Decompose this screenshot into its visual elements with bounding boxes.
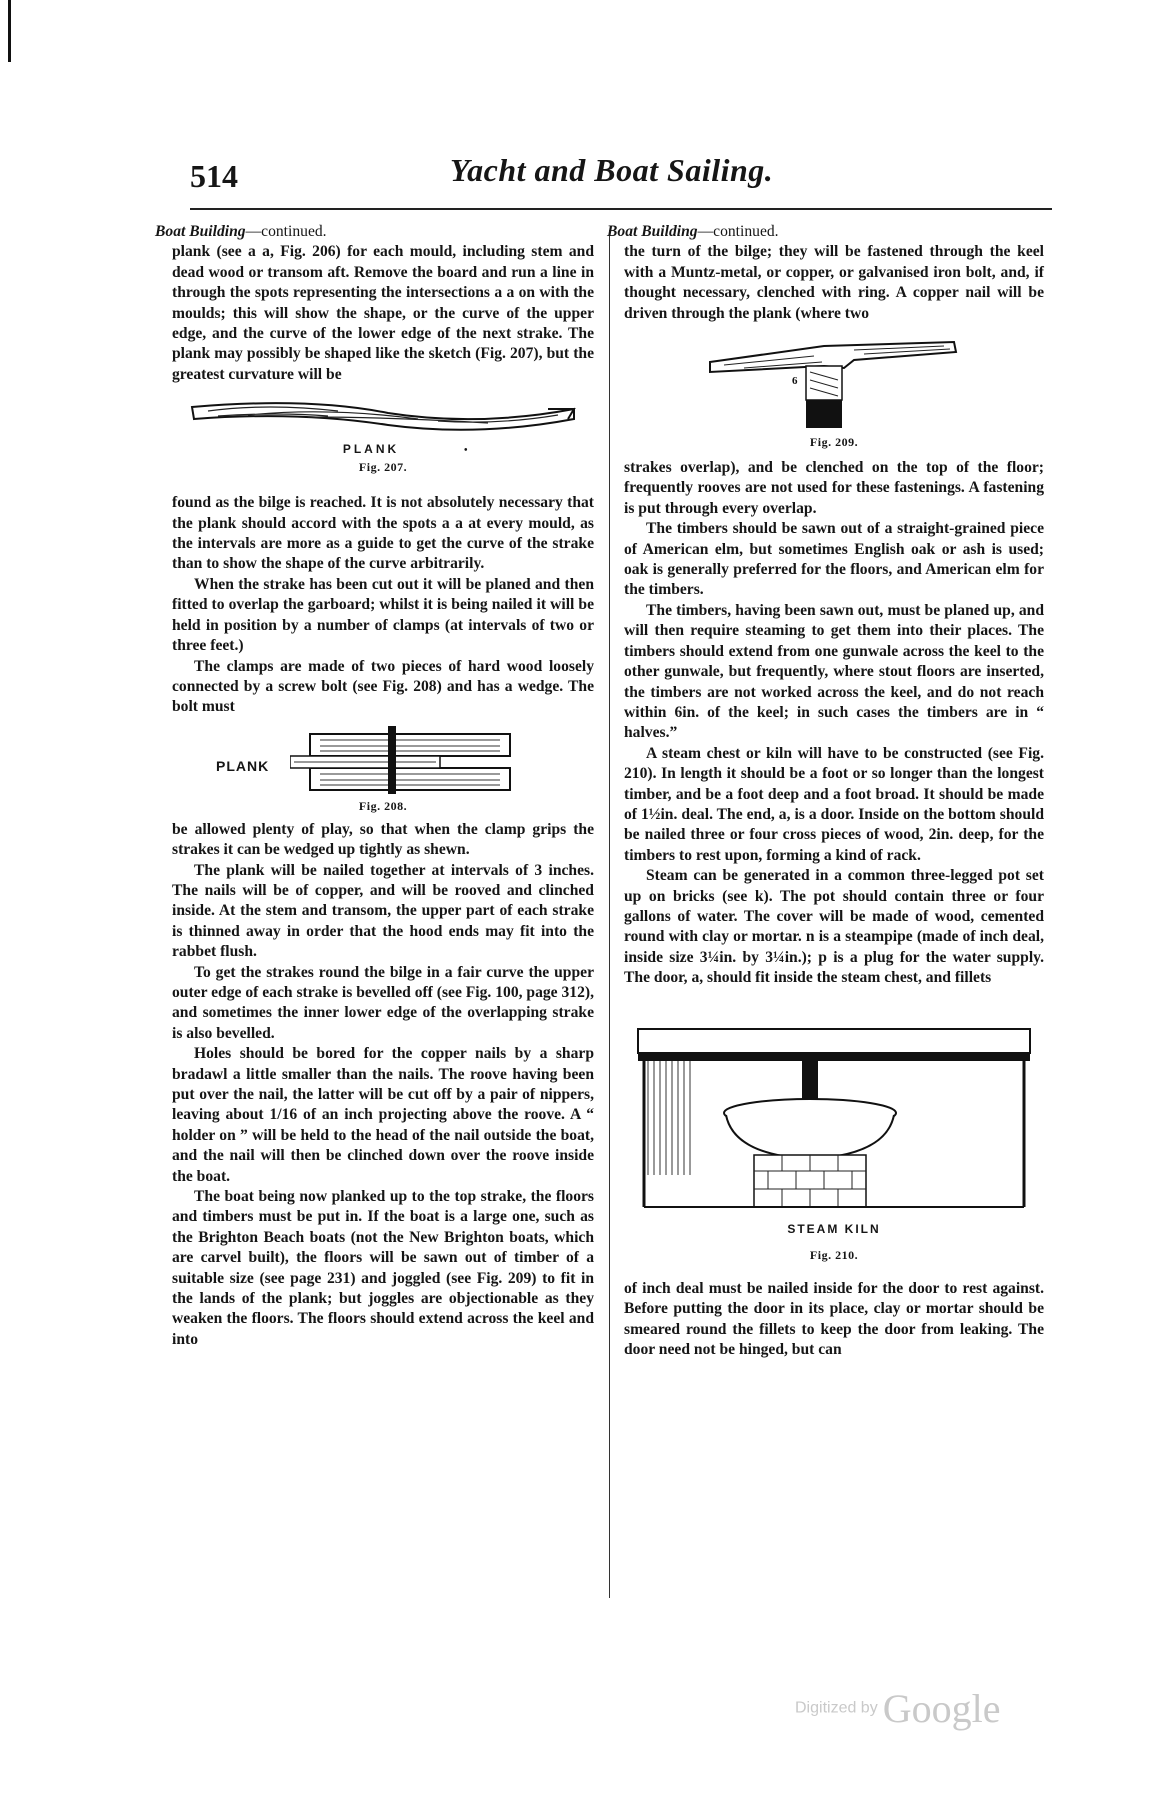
google-logo: Google — [882, 1686, 1001, 1731]
paragraph: When the strake has been cut out it will be planed and then fitted to overlap the garboard; whilst it is being nailed it will be held in position by a number of clamps (at intervals of two or three feet.) — [172, 575, 594, 655]
figure-caption: Fig. 207. — [358, 460, 408, 475]
page-header — [190, 152, 1052, 210]
digitized-text: Digitized by — [795, 1699, 878, 1717]
clamp-illustration — [290, 724, 530, 796]
plank-sketch-illustration — [188, 397, 578, 439]
paragraph: The plank will be nailed together at intervals of 3 inches. The nails will be of copper, and will be rooved and clinched inside. At the stem and transom, the upper part of each strake is thinned away in order that the hood ends may fit into the rabbet flush. — [172, 861, 594, 961]
running-title: Yacht and Boat Sailing. — [450, 152, 774, 188]
figure-caption: Fig. 208. — [358, 798, 408, 813]
continuation-heading: Boat Building—continued. — [155, 223, 327, 240]
left-column — [155, 222, 594, 1350]
figure-label: STEAM KILN — [787, 1221, 881, 1236]
figure-209 — [624, 332, 1044, 450]
figure-210 — [624, 1025, 1044, 1263]
paragraph: Holes should be bored for the copper nails by a sharp bradawl a little smaller than the nails. The roove having been put over the nail, the latter will be cut off by a pair of nippers, leaving about 1/16 of an inch projecting above the roove. A “ holder on ” will be held to the head of the nail outside the boat, and the nail will then be clinched down over the roove inside the boat. — [172, 1045, 594, 1185]
paragraph: Steam can be generated in a common three-legged pot set up on bricks (see k). The pot should contain three or four gallons of water. The cover will be made of wood, cemented round with clay or mortar. n is a steampipe (made of inch deal, inside size 3¼in. by 3¼in.); p is a plug for the water supply. The door, a, should fit inside the steam chest, and fillets — [624, 867, 1044, 987]
figure-207 — [172, 397, 594, 475]
paragraph: The timbers, having been sawn out, must be planed up, and will then require steaming to get them into their places. The timbers should extend from one gunwale across the keel to the other gunwale, but frequently, where stout floors are inserted, the timbers are not worked across the keel, and do not reach within 6in. of the keel; in such cases the timbers are in “ halves.” — [624, 601, 1044, 742]
stray-dot: • — [464, 445, 468, 457]
paragraph: plank (see a a, Fig. 206) for each mould, including stem and dead wood or transom aft. Remove the board and run a line in through the spots representing the intersections a a on with the moulds; this will show the shape, or the curve of the upper edge, and the curve of the lower edge of the next strake. The plank may possibly be shaped like the sketch (Fig. 207), but the greatest curvature will be — [172, 243, 594, 383]
figure-label: PLANK — [342, 442, 400, 457]
continuation-heading: Boat Building—continued. — [607, 223, 779, 240]
paragraph: To get the strakes round the bilge in a fair curve the upper outer edge of each strake is bevelled off (see Fig. 100, page 312), and sometimes the inner lower edge of the overlapping strake is also bevelled. — [172, 963, 594, 1042]
figure-label: PLANK — [216, 757, 270, 774]
paragraph: The boat being now planked up to the top strake, the floors and timbers must be put in. If the boat is a large one, such as the Brighton Beach boats (not the New Brighton boats, which are carvel built), the floors will be sawn out of timber of a suitable size (see page 231) and joggled (see Fig. 209) to fit in the lands of the plank; but joggles are objectionable as they weaken the floors. The floors should extend across the keel and into — [172, 1188, 594, 1348]
figure-caption: Fig. 209. — [809, 435, 859, 450]
page-edge-mark — [8, 0, 11, 62]
svg-text:6: 6 — [792, 375, 798, 388]
paragraph: strakes overlap), and be clenched on the top of the floor; frequently rooves are not used for these fastenings. A fastening is put through every overlap. — [624, 459, 1044, 517]
steam-kiln-illustration — [634, 1025, 1034, 1215]
paragraph: of inch deal must be nailed inside for the door to rest against. Before putting the door in its place, clay or mortar should be smeared round the fillets to keep the door from leaking. The door need not be hinged, but can — [624, 1280, 1044, 1359]
paragraph: A steam chest or kiln will have to be constructed (see Fig. 210). In length it should be a foot or so longer than the longest timber, and be a foot deep and a foot broad. It should be made of 1½in. deal. The end, a, is a door. Inside on the bottom should be nailed three or four cross pieces of wood, 2in. deep, for the timbers to rest upon, forming a kind of rack. — [624, 744, 1044, 864]
paragraph: be allowed plenty of play, so that when the clamp grips the strakes it can be wedged up tightly as shewn. — [172, 820, 594, 859]
paragraph: The clamps are made of two pieces of hard wood loosely connected by a screw bolt (see Fig. 208) and has a wedge. The bolt must — [172, 657, 594, 716]
paragraph: The timbers should be sawn out of a straight-grained piece of American elm, but sometimes English oak or ash is used; oak is generally preferred for the floors, and American elm for the timbers. — [624, 520, 1044, 599]
joggled-floor-illustration — [704, 332, 964, 432]
page-number: 514 — [190, 158, 238, 194]
right-column — [607, 222, 1044, 1361]
figure-caption: Fig. 210. — [809, 1248, 859, 1262]
paragraph: the turn of the bilge; they will be fastened through the keel with a Muntz-metal, or copper, or galvanised iron bolt, and, if thought necessary, clenched with ring. A copper nail will be driven through the plank (where two — [624, 243, 1044, 322]
figure-208 — [172, 724, 594, 814]
paragraph: found as the bilge is reached. It is not absolutely necessary that the plank should accord with the spots a a at every mould, as the intervals are more as a guide to get the curve of the strake than to show the shape of the curve arbitrarily. — [172, 494, 594, 573]
digitized-by-google-watermark — [795, 1685, 1001, 1732]
column-divider — [609, 230, 610, 1598]
